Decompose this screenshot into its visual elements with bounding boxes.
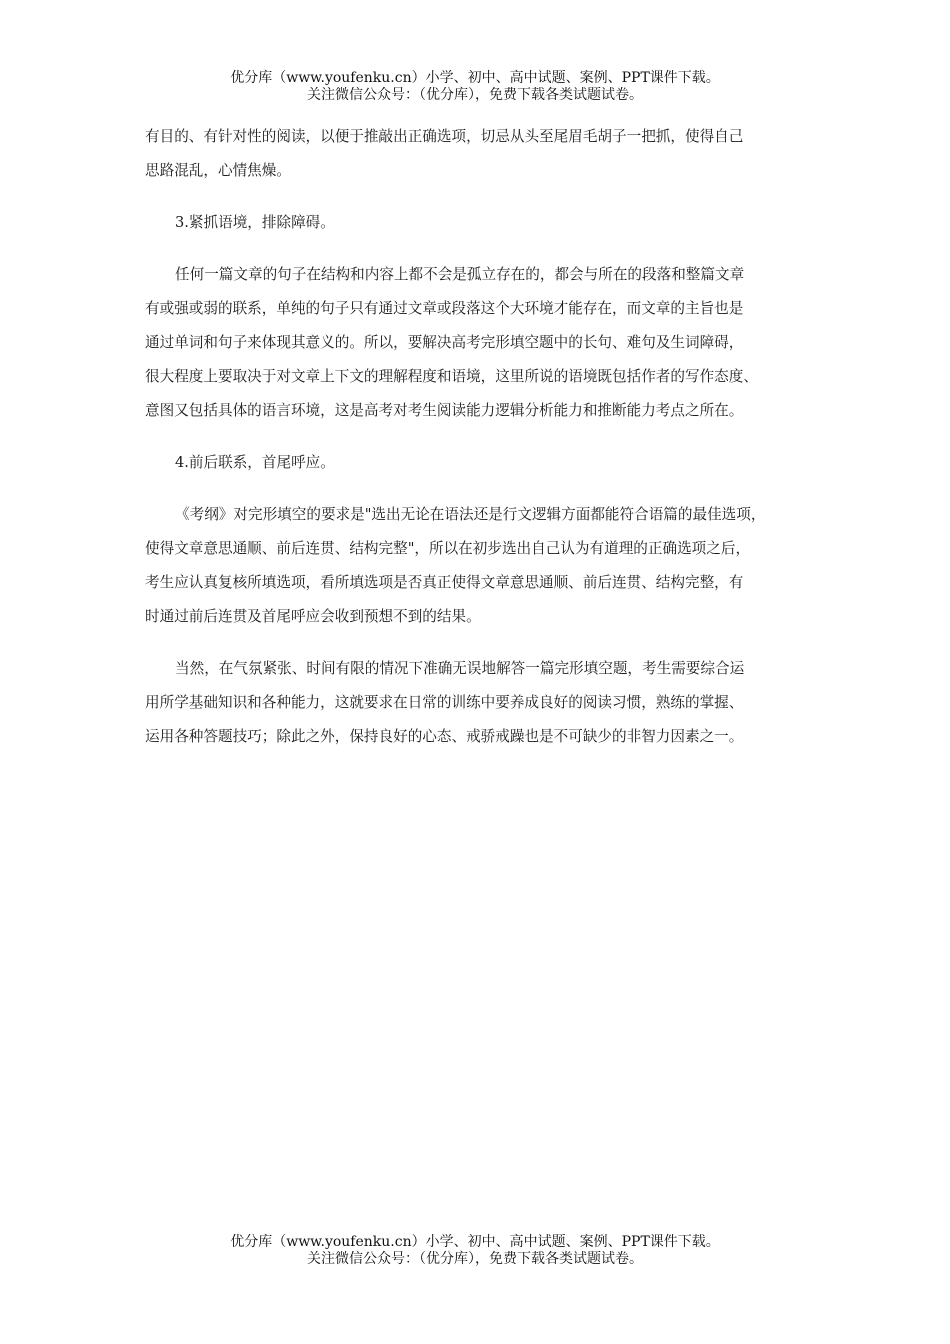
paragraph-line: 使得文章意思通顺、前后连贯、结构完整"，所以在初步选出自己认为有道理的正确选项之后， [145,540,751,557]
page-header [0,70,950,104]
paragraph-line: 《考纲》对完形填空的要求是"选出无论在语法还是行文逻辑方面都能符合语篇的最佳选项， [175,506,766,523]
paragraph-line: 考生应认真复核所填选项，看所填选项是否真正使得文章意思通顺、前后连贯、结构完整，有 [145,574,744,591]
paragraph-line: 思路混乱，心情焦燥。 [145,162,291,179]
footer-line-2: 关注微信公众号：（优分库），免费下载各类试题试卷。 [307,1251,643,1267]
paragraph-line: 意图又包括具体的语言环境，这是高考对考生阅读能力逻辑分析能力和推断能力考点之所在。 [145,402,744,419]
page-footer [0,1234,950,1268]
document-body [145,120,815,772]
paragraph-line: 运用各种答题技巧；除此之外，保持良好的心态、戒骄戒躁也是不可缺少的非智力因素之一。 [145,728,744,745]
paragraph-continued [145,120,815,188]
footer-line-1: 优分库（www.youfenku.cn）小学、初中、高中试题、案例、PPT课件下载。 [230,1234,720,1250]
header-line-1: 优分库（www.youfenku.cn）小学、初中、高中试题、案例、PPT课件下载。 [230,70,720,86]
paragraph-line: 任何一篇文章的句子在结构和内容上都不会是孤立存在的，都会与所在的段落和整篇文章 [175,266,745,283]
paragraph-coherence [145,498,815,634]
paragraph-line: 用所学基础知识和各种能力，这就要求在日常的训练中要养成良好的阅读习惯，熟练的掌握、 [145,694,744,711]
paragraph-line: 当然，在气氛紧张、时间有限的情况下准确无误地解答一篇完形填空题，考生需要综合运 [175,660,745,677]
section-heading-4: 4.前后联系，首尾呼应。 [175,454,335,471]
section-heading-3: 3.紧抓语境，排除障碍。 [175,214,335,231]
paragraph-line: 有或强或弱的联系，单纯的句子只有通过文章或段落这个大环境才能存在，而文章的主旨也是 [145,300,744,317]
paragraph-line: 有目的、有针对性的阅读，以便于推敲出正确选项，切忌从头至尾眉毛胡子一把抓，使得自己 [145,128,744,145]
paragraph-context [145,258,815,428]
paragraph-conclusion [145,652,815,754]
header-line-2: 关注微信公众号：（优分库），免费下载各类试题试卷。 [307,87,643,103]
paragraph-line: 很大程度上要取决于对文章上下文的理解程度和语境，这里所说的语境既包括作者的写作态度、 [145,368,758,385]
paragraph-line: 时通过前后连贯及首尾呼应会收到预想不到的结果。 [145,608,481,625]
paragraph-line: 通过单词和句子来体现其意义的。所以，要解决高考完形填空题中的长句、难句及生词障碍， [145,334,744,351]
